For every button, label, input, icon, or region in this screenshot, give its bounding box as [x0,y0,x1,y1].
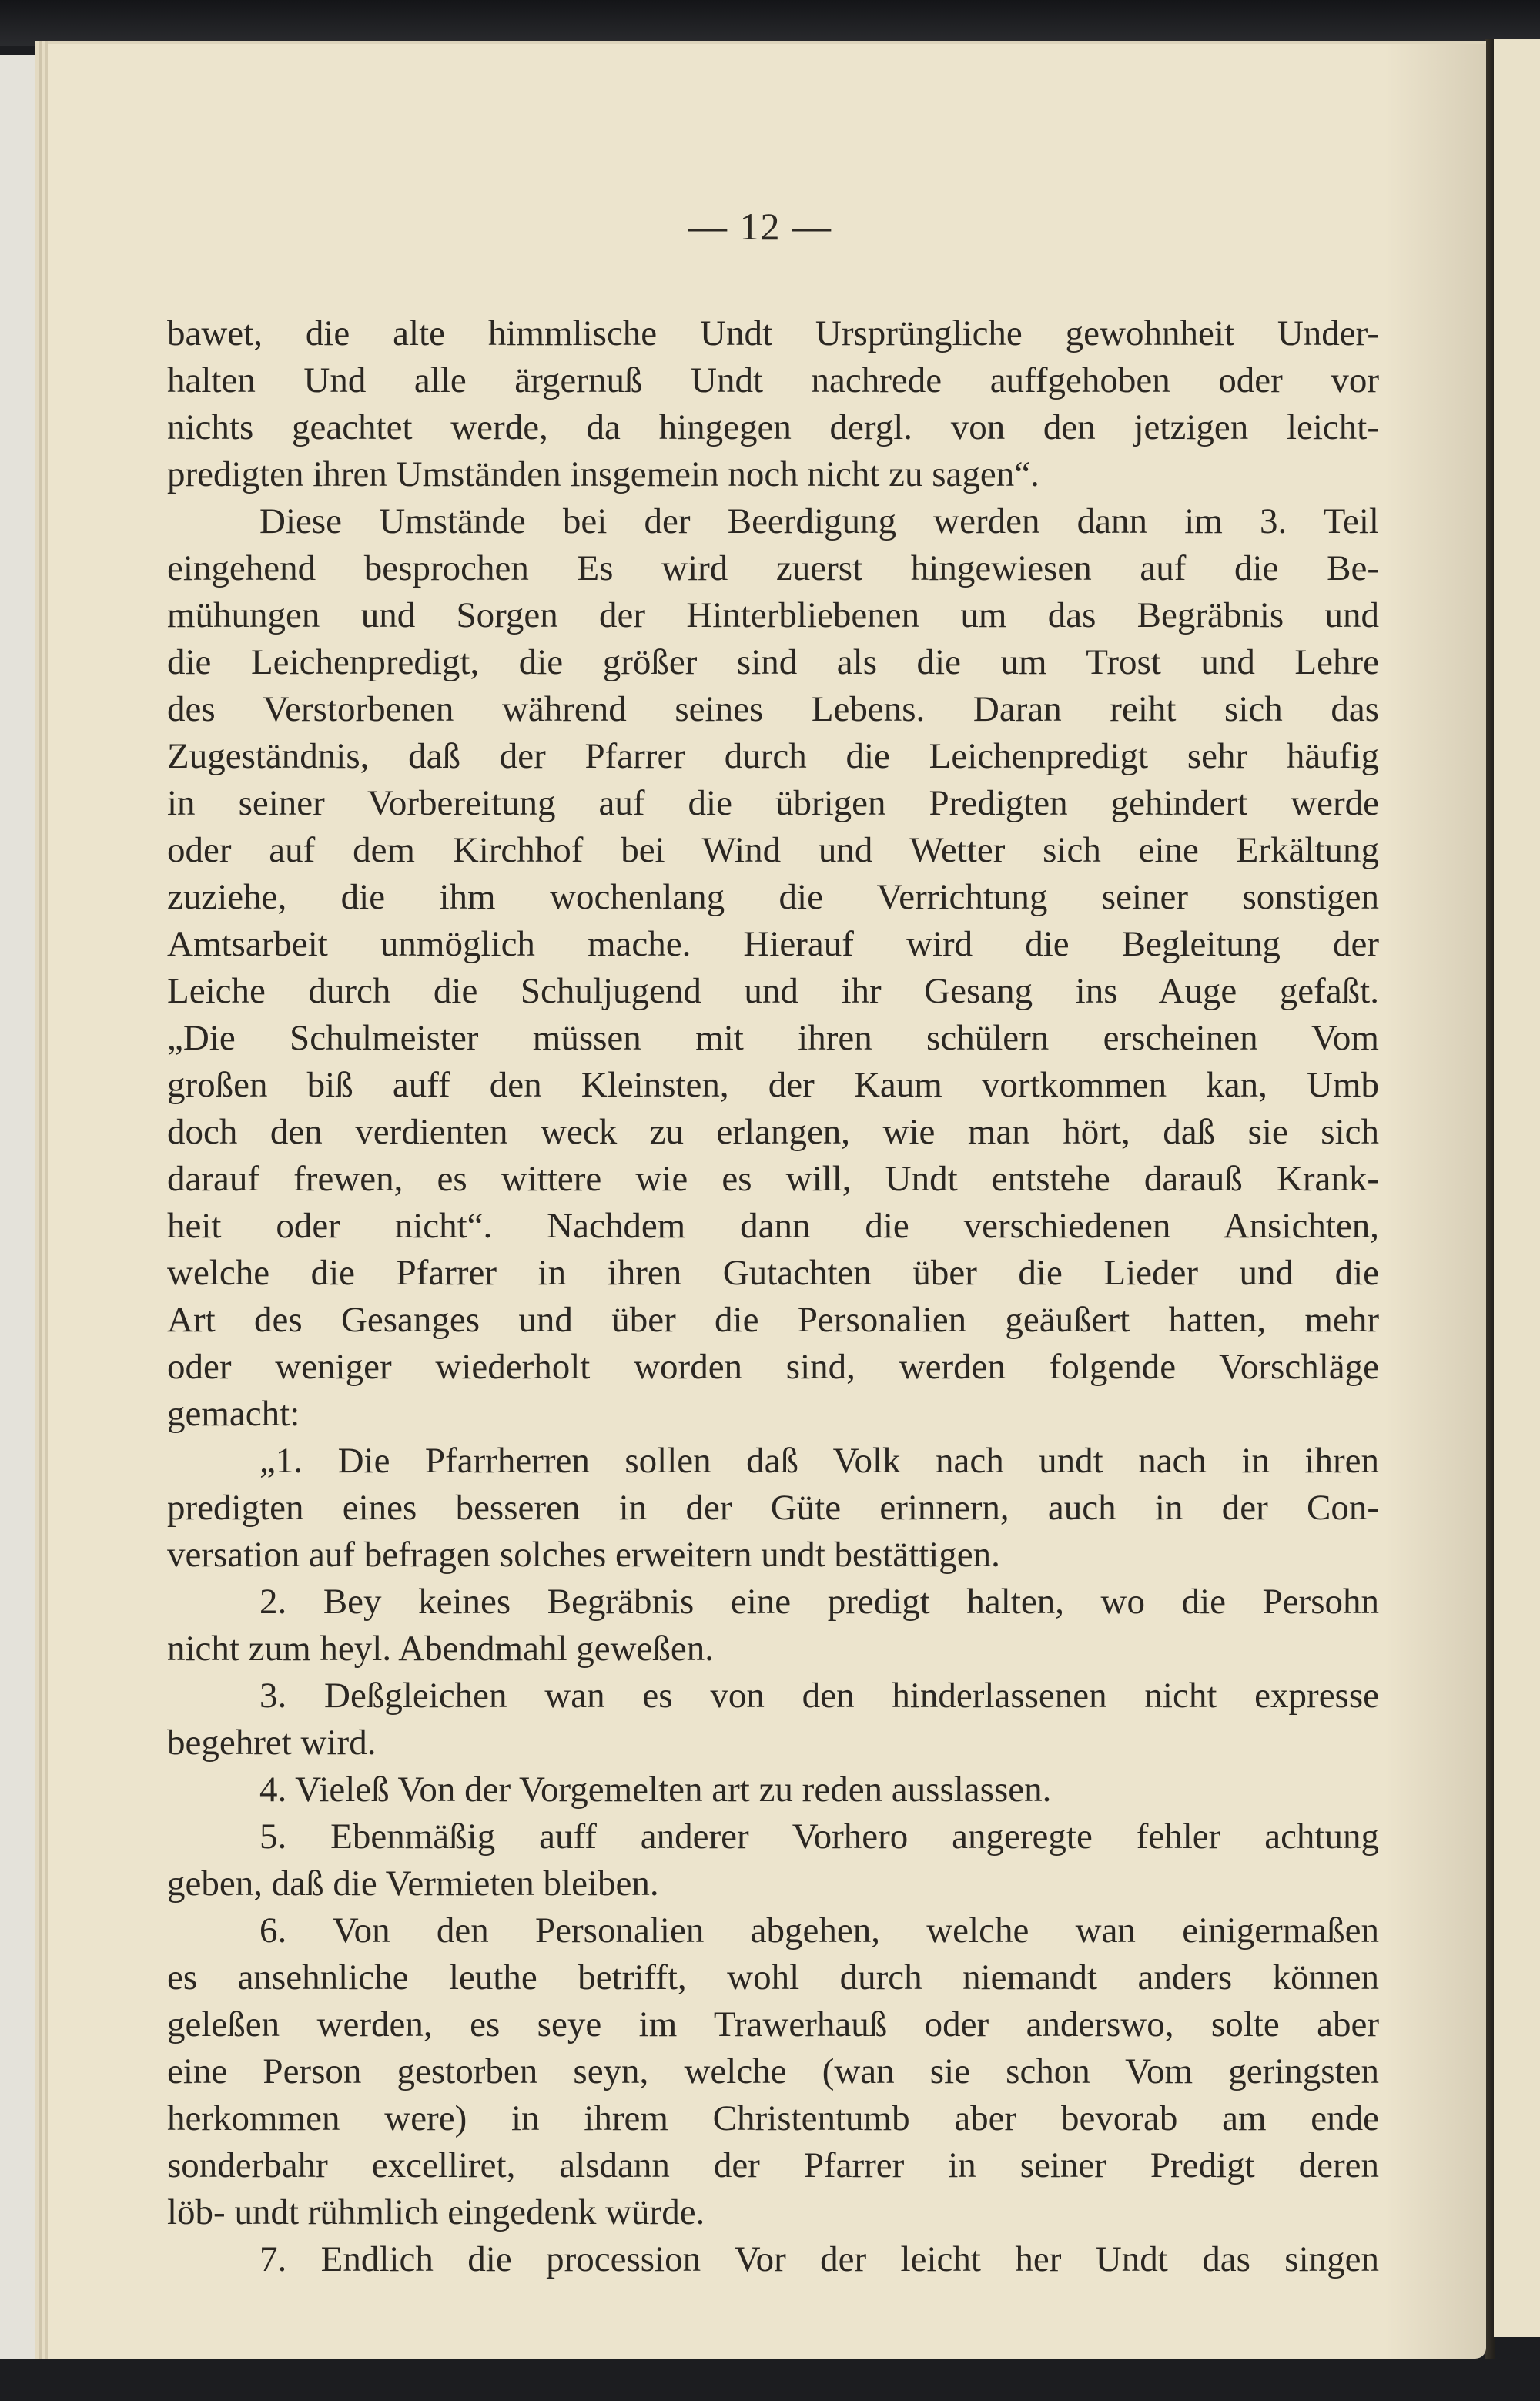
text-line: geleßen werden, es seye im Trawerhauß oder anderswo, solte aber [167,2004,1379,2044]
text-line: nicht zum heyl. Abendmahl geweßen. [167,1629,715,1669]
paragraph [167,1579,1379,1673]
text-line: Art des Gesanges und über die Personalien geäußert hatten, mehr [167,1300,1379,1340]
text-line: es ansehnliche leuthe betrifft, wohl durch niemandt anders können [167,1957,1379,1997]
text-line: mühungen und Sorgen der Hinterbliebenen um das Begräbnis und [167,595,1379,635]
text-line: begehret wird. [167,1723,377,1763]
text-line: bawet, die alte himmlische Undt Ursprüngliche gewohnheit Under- [167,313,1379,353]
text-line: predigten ihren Umständen insgemein noch nicht zu sagen“. [167,454,1040,494]
text-line: oder auf dem Kirchhof bei Wind und Wetter sich eine Erkältung [167,830,1379,870]
text-line: Zugeständnis, daß der Pfarrer durch die Leichenpredigt sehr häufig [167,736,1379,776]
text-line: nichts geachtet werde, da hingegen dergl. von den jetzigen leicht- [167,407,1379,447]
scan-background-left [0,55,35,2359]
text-line: herkommen were) in ihrem Christentumb aber bevorab am ende [167,2098,1379,2138]
text-line: welche die Pfarrer in ihren Gutachten über die Lieder und die [167,1253,1379,1293]
paragraph [167,1438,1379,1579]
text-line: eine Person gestorben seyn, welche (wan sie schon Vom geringsten [167,2051,1379,2091]
text-line: in seiner Vorbereitung auf die übrigen Predigten gehindert werde [167,783,1379,823]
text-line: löb- undt rühmlich eingedenk würde. [167,2192,705,2232]
text-line: Leiche durch die Schuljugend und ihr Gesang ins Auge gefaßt. [167,971,1379,1011]
text-line: des Verstorbenen während seines Lebens. Daran reiht sich das [167,689,1379,729]
paragraph [167,1766,1379,1813]
scan-background-top [0,0,1540,46]
paragraph [167,1673,1379,1766]
text-line: 7. Endlich die procession Vor der leicht her Undt das singen [259,2239,1379,2279]
text-line: sonderbahr excelliret, alsdann der Pfarrer in seiner Predigt deren [167,2145,1379,2185]
text-line: gemacht: [167,1394,300,1434]
text-line: heit oder nicht“. Nachdem dann die verschiedenen Ansichten, [167,1206,1379,1246]
paragraph [167,1813,1379,1907]
paragraph [167,498,1379,1438]
paragraph [167,1907,1379,2236]
text-line: Amtsarbeit unmöglich mache. Hierauf wird die Begleitung der [167,924,1379,964]
text-line: halten Und alle ärgernuß Undt nachrede auffgehoben oder vor [167,360,1379,400]
text-line: „Die Schulmeister müssen mit ihren schülern erscheinen Vom [167,1018,1379,1058]
text-line: predigten eines besseren in der Güte erinnern, auch in der Con- [167,1488,1379,1528]
text-line: doch den verdienten weck zu erlangen, wie man hört, daß sie sich [167,1112,1379,1152]
text-line: oder weniger wiederholt worden sind, werden folgende Vorschläge [167,1347,1379,1387]
text-line: zuziehe, die ihm wochenlang die Verrichtung seiner sonstigen [167,877,1379,917]
text-line: 6. Von den Personalien abgehen, welche wan einigermaßen [259,1910,1379,1951]
page-number: — 12 — [688,205,832,248]
adjacent-page-edge [1494,39,1540,2337]
text-line: großen biß auff den Kleinsten, der Kaum vortkommen kan, Umb [167,1065,1379,1105]
text-line: versation auf befragen solches erweitern undt bestättigen. [167,1535,1000,1575]
text-line: 2. Bey keines Begräbnis eine predigt halten, wo die Persohn [259,1582,1379,1622]
text-line: „1. Die Pfarrherren sollen daß Volk nach undt nach in ihren [259,1441,1379,1481]
paragraph [167,2236,1379,2283]
text-line: 3. Deßgleichen wan es von den hinderlassenen nicht expresse [259,1676,1379,1716]
text-line: eingehend besprochen Es wird zuerst hingewiesen auf die Be- [167,548,1379,588]
paragraph [167,310,1379,498]
text-line: Diese Umstände bei der Beerdigung werden dann im 3. Teil [259,501,1379,541]
text-line: 4. Vieleß Von der Vorgemelten art zu reden ausslassen. [259,1770,1052,1810]
text-line: 5. Ebenmäßig auff anderer Vorhero angeregte fehler achtung [259,1817,1379,1857]
body-text [167,310,1379,2283]
text-line: darauf frewen, es wittere wie es will, Undt entstehe darauß Krank- [167,1159,1379,1199]
book-page [35,41,1486,2359]
text-line: geben, daß die Vermieten bleiben. [167,1864,659,1904]
text-line: die Leichenpredigt, die größer sind als die um Trost und Lehre [167,642,1379,682]
